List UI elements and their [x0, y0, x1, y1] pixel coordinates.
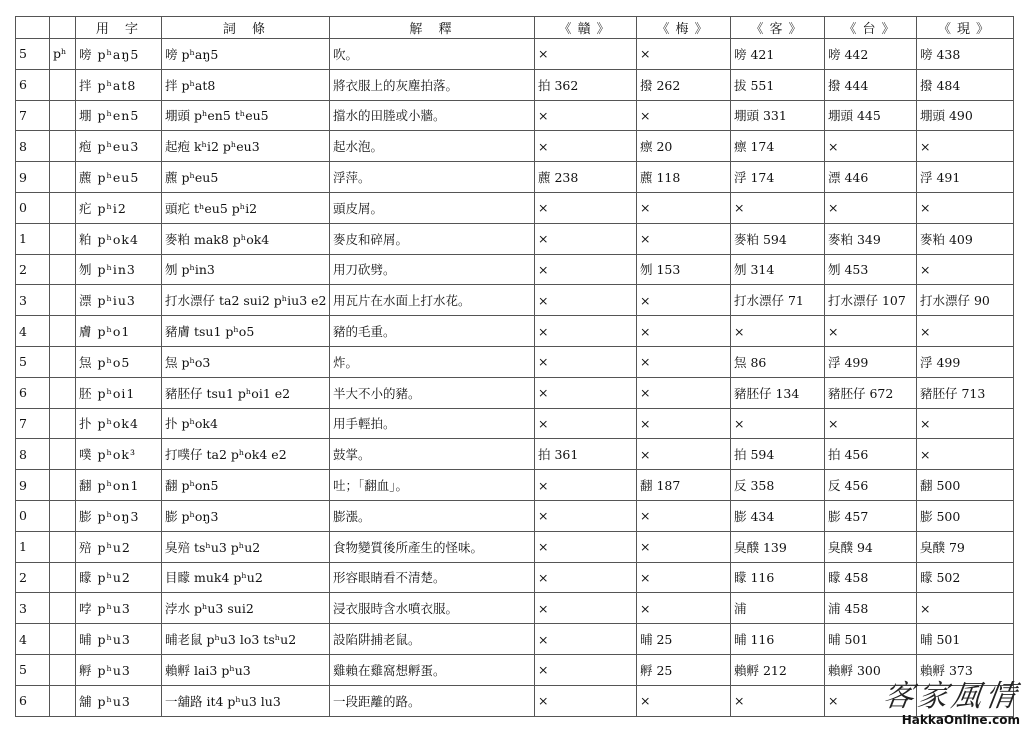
word-cell: 堋頭 pʰen5 tʰeu5	[162, 100, 330, 131]
mei-ref-cell: ×	[637, 192, 731, 223]
tai-ref-cell: 撥 444	[825, 69, 917, 100]
initial-cell	[50, 346, 76, 377]
tai-ref-cell: 矇 458	[825, 562, 917, 593]
ke-ref-cell: 膨 434	[731, 500, 825, 531]
word-cell: 浡水 pʰu3 sui2	[162, 593, 330, 624]
word-cell: 扑 pʰok4	[162, 408, 330, 439]
definition-cell: 頭皮屑。	[330, 192, 535, 223]
xian-ref-cell: ×	[917, 593, 1014, 624]
gan-ref-cell: ×	[535, 223, 637, 254]
gan-ref-cell: ×	[535, 408, 637, 439]
character-cell: 矇 pʰu2	[76, 562, 162, 593]
character-cell: 疕 pʰi2	[76, 192, 162, 223]
row-number: 5	[16, 654, 50, 685]
ke-ref-cell: 拍 594	[731, 439, 825, 470]
gan-ref-cell: ×	[535, 131, 637, 162]
tai-ref-cell: 嗙 442	[825, 39, 917, 70]
ke-ref-cell: ×	[731, 408, 825, 439]
character-cell: 舖 pʰu3	[76, 685, 162, 716]
definition-cell: 起水泡。	[330, 131, 535, 162]
gan-ref-cell: ×	[535, 470, 637, 501]
table-row	[16, 470, 1014, 501]
table-row	[16, 408, 1014, 439]
definition-cell: 食物變質後所產生的怪味。	[330, 531, 535, 562]
gan-ref-cell: ×	[535, 316, 637, 347]
character-cell: 翻 pʰon1	[76, 470, 162, 501]
definition-cell: 設陷阱捕老鼠。	[330, 624, 535, 655]
mei-ref-cell: ×	[637, 593, 731, 624]
definition-cell: 半大不小的豬。	[330, 377, 535, 408]
word-cell: 目矇 muk4 pʰu2	[162, 562, 330, 593]
dictionary-table	[15, 16, 1014, 717]
word-cell: 藨 pʰeu5	[162, 162, 330, 193]
character-cell: 哱 pʰu3	[76, 593, 162, 624]
word-cell: 拌 pʰat8	[162, 69, 330, 100]
tai-ref-cell: ×	[825, 685, 917, 716]
table-row	[16, 100, 1014, 131]
mei-ref-cell: 晡 25	[637, 624, 731, 655]
ke-ref-cell: 瘭 174	[731, 131, 825, 162]
gan-ref-cell: ×	[535, 254, 637, 285]
xian-ref-cell: 堋頭 490	[917, 100, 1014, 131]
initial-cell	[50, 439, 76, 470]
definition-cell: 形容眼睛看不清楚。	[330, 562, 535, 593]
character-cell: 膚 pʰo1	[76, 316, 162, 347]
gan-ref-cell: ×	[535, 685, 637, 716]
initial-cell	[50, 685, 76, 716]
gan-ref-cell: ×	[535, 100, 637, 131]
definition-cell: 用刀砍劈。	[330, 254, 535, 285]
initial-cell	[50, 593, 76, 624]
watermark-calligraphy: 客家風情	[881, 679, 1022, 714]
initial-cell	[50, 69, 76, 100]
character-cell: 噗 pʰok³	[76, 439, 162, 470]
ke-ref-cell: 反 358	[731, 470, 825, 501]
word-cell: 豬膚 tsu1 pʰo5	[162, 316, 330, 347]
character-cell: 藨 pʰeu5	[76, 162, 162, 193]
ke-ref-cell: 麥粕 594	[731, 223, 825, 254]
word-cell: 打水漂仔 ta2 sui2 pʰiu3 e2	[162, 285, 330, 316]
mei-ref-cell: ×	[637, 285, 731, 316]
ke-ref-cell: 矇 116	[731, 562, 825, 593]
xian-ref-cell: 賴孵 373	[917, 654, 1014, 685]
row-number: 6	[16, 377, 50, 408]
table-row	[16, 500, 1014, 531]
gan-ref-cell: ×	[535, 346, 637, 377]
initial-cell	[50, 285, 76, 316]
xian-ref-cell: ×	[917, 192, 1014, 223]
tai-ref-cell: ×	[825, 408, 917, 439]
word-cell: 臭殕 tsʰu3 pʰu2	[162, 531, 330, 562]
initial-cell	[50, 316, 76, 347]
ke-ref-cell: ×	[731, 192, 825, 223]
ke-ref-cell: 刎 314	[731, 254, 825, 285]
row-number: 8	[16, 131, 50, 162]
mei-ref-cell: ×	[637, 439, 731, 470]
character-cell: 疱 pʰeu3	[76, 131, 162, 162]
gan-ref-cell: 拍 362	[535, 69, 637, 100]
definition-cell: 吐；「翻血」。	[330, 470, 535, 501]
mei-ref-cell: ×	[637, 500, 731, 531]
tai-ref-cell: 堋頭 445	[825, 100, 917, 131]
xian-ref-cell: ×	[917, 131, 1014, 162]
initial-cell	[50, 470, 76, 501]
mei-ref-cell: ×	[637, 685, 731, 716]
gan-ref-cell: ×	[535, 377, 637, 408]
row-number: 1	[16, 531, 50, 562]
table-row	[16, 285, 1014, 316]
word-cell: 起疱 kʰi2 pʰeu3	[162, 131, 330, 162]
tai-ref-cell: 豬胚仔 672	[825, 377, 917, 408]
word-cell: 刎 pʰin3	[162, 254, 330, 285]
mei-ref-cell: ×	[637, 100, 731, 131]
row-number: 7	[16, 408, 50, 439]
table-row	[16, 624, 1014, 655]
tai-ref-cell: 麥粕 349	[825, 223, 917, 254]
xian-ref-cell: 打水漂仔 90	[917, 285, 1014, 316]
tai-ref-cell: ×	[825, 316, 917, 347]
xian-ref-cell: 浮 499	[917, 346, 1014, 377]
ke-ref-cell: 堋頭 331	[731, 100, 825, 131]
tai-ref-cell: 晡 501	[825, 624, 917, 655]
xian-ref-cell: 嗙 438	[917, 39, 1014, 70]
gan-ref-cell: ×	[535, 39, 637, 70]
row-number: 0	[16, 192, 50, 223]
initial-cell	[50, 654, 76, 685]
table-row	[16, 254, 1014, 285]
definition-cell: 浸衣服時含水噴衣服。	[330, 593, 535, 624]
definition-cell: 擋水的田塍或小牆。	[330, 100, 535, 131]
initial-cell	[50, 500, 76, 531]
initial-cell	[50, 162, 76, 193]
gan-ref-cell: ×	[535, 500, 637, 531]
table-row	[16, 531, 1014, 562]
header-mei: 《梅》	[637, 17, 731, 39]
mei-ref-cell: ×	[637, 408, 731, 439]
xian-ref-cell: 浮 491	[917, 162, 1014, 193]
word-cell: 炰 pʰo3	[162, 346, 330, 377]
initial-cell	[50, 377, 76, 408]
watermark-url: HakkaOnline.com	[901, 713, 1020, 727]
ke-ref-cell: ×	[731, 685, 825, 716]
definition-cell: 豬的毛重。	[330, 316, 535, 347]
gan-ref-cell: 拍 361	[535, 439, 637, 470]
row-number: 6	[16, 69, 50, 100]
character-cell: 堋 pʰen5	[76, 100, 162, 131]
row-number: 3	[16, 593, 50, 624]
word-cell: 頭疕 tʰeu5 pʰi2	[162, 192, 330, 223]
word-cell: 麥粕 mak8 pʰok4	[162, 223, 330, 254]
word-cell: 豬胚仔 tsu1 pʰoi1 e2	[162, 377, 330, 408]
gan-ref-cell: ×	[535, 531, 637, 562]
tai-ref-cell: ×	[825, 192, 917, 223]
mei-ref-cell: 瘭 20	[637, 131, 731, 162]
mei-ref-cell: ×	[637, 316, 731, 347]
definition-cell: 鼓掌。	[330, 439, 535, 470]
xian-ref-cell: 臭醭 79	[917, 531, 1014, 562]
initial-cell	[50, 254, 76, 285]
row-number: 2	[16, 562, 50, 593]
ke-ref-cell: 浦	[731, 593, 825, 624]
tai-ref-cell: 賴孵 300	[825, 654, 917, 685]
mei-ref-cell: 撥 262	[637, 69, 731, 100]
header-initial	[50, 17, 76, 39]
gan-ref-cell: ×	[535, 285, 637, 316]
initial-cell	[50, 192, 76, 223]
xian-ref-cell: 撥 484	[917, 69, 1014, 100]
gan-ref-cell: ×	[535, 624, 637, 655]
tai-ref-cell: 臭醭 94	[825, 531, 917, 562]
header-word: 詞 條	[162, 17, 330, 39]
xian-ref-cell: 膨 500	[917, 500, 1014, 531]
row-number: 0	[16, 500, 50, 531]
character-cell: 嗙 pʰaŋ5	[76, 39, 162, 70]
header-gan: 《贛》	[535, 17, 637, 39]
ke-ref-cell: 拔 551	[731, 69, 825, 100]
xian-ref-cell: 麥粕 409	[917, 223, 1014, 254]
tai-ref-cell: 刎 453	[825, 254, 917, 285]
initial-cell	[50, 531, 76, 562]
header-tai: 《台》	[825, 17, 917, 39]
word-cell: 嗙 pʰaŋ5	[162, 39, 330, 70]
mei-ref-cell: ×	[637, 377, 731, 408]
table-row	[16, 377, 1014, 408]
definition-cell: 用瓦片在水面上打水花。	[330, 285, 535, 316]
word-cell: 翻 pʰon5	[162, 470, 330, 501]
character-cell: 粕 pʰok4	[76, 223, 162, 254]
row-number: 8	[16, 439, 50, 470]
definition-cell: 麥皮和碎屑。	[330, 223, 535, 254]
row-number: 9	[16, 470, 50, 501]
xian-ref-cell: 晡 501	[917, 624, 1014, 655]
initial-cell	[50, 624, 76, 655]
table-row	[16, 69, 1014, 100]
mei-ref-cell: 翻 187	[637, 470, 731, 501]
mei-ref-cell: 刎 153	[637, 254, 731, 285]
ke-ref-cell: 豬胚仔 134	[731, 377, 825, 408]
mei-ref-cell: 藨 118	[637, 162, 731, 193]
tai-ref-cell: 漂 446	[825, 162, 917, 193]
gan-ref-cell: ×	[535, 562, 637, 593]
gan-ref-cell: ×	[535, 654, 637, 685]
xian-ref-cell: 矇 502	[917, 562, 1014, 593]
ke-ref-cell: 晡 116	[731, 624, 825, 655]
ke-ref-cell: 臭醭 139	[731, 531, 825, 562]
row-number: 7	[16, 100, 50, 131]
tai-ref-cell: 反 456	[825, 470, 917, 501]
definition-cell: 浮萍。	[330, 162, 535, 193]
ke-ref-cell: 炰 86	[731, 346, 825, 377]
xian-ref-cell: ×	[917, 439, 1014, 470]
tai-ref-cell: ×	[825, 131, 917, 162]
character-cell: 殕 pʰu2	[76, 531, 162, 562]
row-number: 5	[16, 346, 50, 377]
initial-cell	[50, 408, 76, 439]
definition-cell: 膨漲。	[330, 500, 535, 531]
table-row	[16, 223, 1014, 254]
row-number: 3	[16, 285, 50, 316]
row-number: 4	[16, 624, 50, 655]
row-number: 5	[16, 39, 50, 70]
table-row	[16, 131, 1014, 162]
word-cell: 晡老鼠 pʰu3 lo3 tsʰu2	[162, 624, 330, 655]
tai-ref-cell: 打水漂仔 107	[825, 285, 917, 316]
table-row	[16, 39, 1014, 70]
xian-ref-cell: ×	[917, 316, 1014, 347]
initial-cell	[50, 100, 76, 131]
table-body	[16, 39, 1014, 717]
xian-ref-cell: ×	[917, 408, 1014, 439]
row-number: 6	[16, 685, 50, 716]
word-cell: 賴孵 lai3 pʰu3	[162, 654, 330, 685]
character-cell: 孵 pʰu3	[76, 654, 162, 685]
character-cell: 炰 pʰo5	[76, 346, 162, 377]
definition-cell: 吹。	[330, 39, 535, 70]
mei-ref-cell: ×	[637, 346, 731, 377]
row-number: 9	[16, 162, 50, 193]
initial-cell	[50, 131, 76, 162]
table-row	[16, 192, 1014, 223]
ke-ref-cell: 浮 174	[731, 162, 825, 193]
word-cell: 膨 pʰoŋ3	[162, 500, 330, 531]
tai-ref-cell: 浦 458	[825, 593, 917, 624]
mei-ref-cell: ×	[637, 562, 731, 593]
character-cell: 拌 pʰat8	[76, 69, 162, 100]
header-num	[16, 17, 50, 39]
definition-cell: 用手輕拍。	[330, 408, 535, 439]
header-row	[16, 17, 1014, 39]
mei-ref-cell: ×	[637, 39, 731, 70]
table-row	[16, 162, 1014, 193]
table-row	[16, 654, 1014, 685]
character-cell: 晡 pʰu3	[76, 624, 162, 655]
character-cell: 漂 pʰiu3	[76, 285, 162, 316]
definition-cell: 一段距離的路。	[330, 685, 535, 716]
header-xian: 《現》	[917, 17, 1014, 39]
row-number: 4	[16, 316, 50, 347]
table-row	[16, 346, 1014, 377]
header-definition: 解 釋	[330, 17, 535, 39]
word-cell: 打噗仔 ta2 pʰok4 e2	[162, 439, 330, 470]
table-row	[16, 685, 1014, 716]
word-cell: 一舖路 it4 pʰu3 lu3	[162, 685, 330, 716]
watermark	[881, 671, 1022, 727]
initial-cell	[50, 223, 76, 254]
character-cell: 刎 pʰin3	[76, 254, 162, 285]
character-cell: 扑 pʰok4	[76, 408, 162, 439]
definition-cell: 炸。	[330, 346, 535, 377]
character-cell: 膨 pʰoŋ3	[76, 500, 162, 531]
gan-ref-cell: ×	[535, 593, 637, 624]
xian-ref-cell: 翻 500	[917, 470, 1014, 501]
table-row	[16, 562, 1014, 593]
tai-ref-cell: 拍 456	[825, 439, 917, 470]
definition-cell: 雞賴在雞窩想孵蛋。	[330, 654, 535, 685]
ke-ref-cell: 打水漂仔 71	[731, 285, 825, 316]
character-cell: 胚 pʰoi1	[76, 377, 162, 408]
xian-ref-cell: 豬胚仔 713	[917, 377, 1014, 408]
row-number: 1	[16, 223, 50, 254]
gan-ref-cell: ×	[535, 192, 637, 223]
header-ke: 《客》	[731, 17, 825, 39]
mei-ref-cell: ×	[637, 531, 731, 562]
initial-cell	[50, 562, 76, 593]
tai-ref-cell: 膨 457	[825, 500, 917, 531]
tai-ref-cell: 浮 499	[825, 346, 917, 377]
table-row	[16, 593, 1014, 624]
ke-ref-cell: 嗙 421	[731, 39, 825, 70]
definition-cell: 將衣服上的灰塵拍落。	[330, 69, 535, 100]
header-char: 用 字	[76, 17, 162, 39]
mei-ref-cell: 孵 25	[637, 654, 731, 685]
ke-ref-cell: ×	[731, 316, 825, 347]
table-row	[16, 316, 1014, 347]
ke-ref-cell: 賴孵 212	[731, 654, 825, 685]
xian-ref-cell: ×	[917, 254, 1014, 285]
table-row	[16, 439, 1014, 470]
gan-ref-cell: 藨 238	[535, 162, 637, 193]
row-number: 2	[16, 254, 50, 285]
initial-cell: pʰ	[50, 39, 76, 70]
mei-ref-cell: ×	[637, 223, 731, 254]
